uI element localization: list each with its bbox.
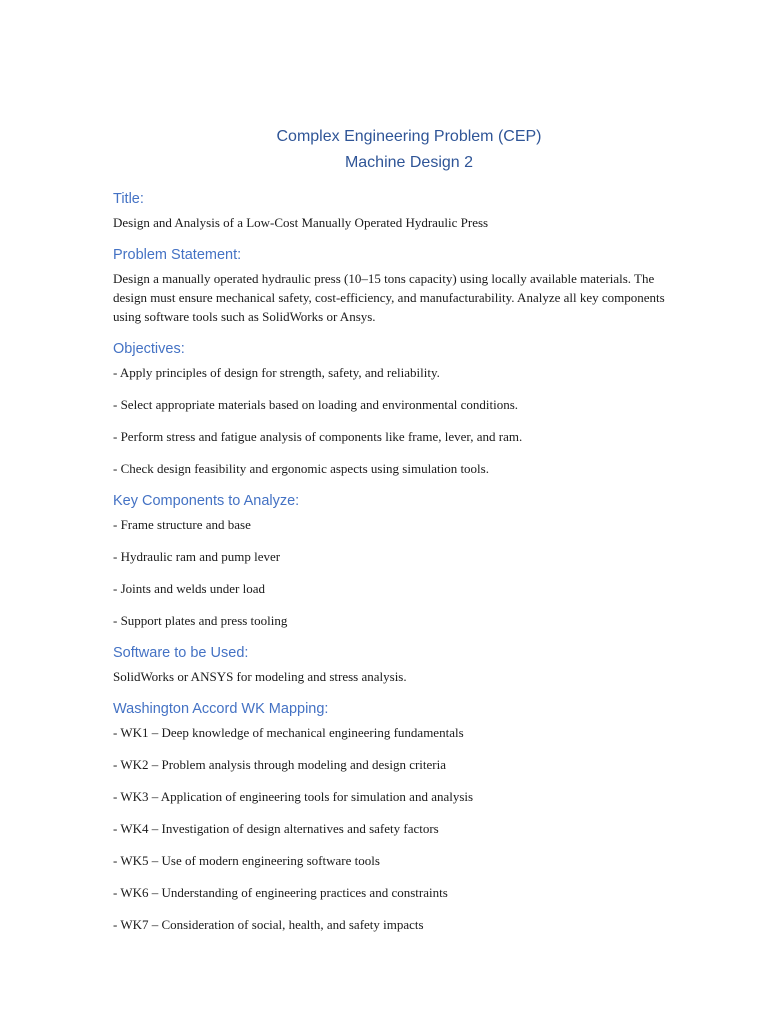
list-item: - WK5 – Use of modern engineering software tools bbox=[113, 853, 380, 868]
objectives-section bbox=[113, 340, 673, 478]
list-item: - WK7 – Consideration of social, health, and safety impacts bbox=[113, 917, 424, 932]
key-components-heading: Key Components to Analyze: bbox=[113, 493, 300, 509]
software-text: SolidWorks or ANSYS for modeling and stress analysis. bbox=[113, 669, 407, 684]
list-item: - WK4 – Investigation of design alternatives and safety factors bbox=[113, 821, 439, 836]
list-item: - WK1 – Deep knowledge of mechanical engineering fundamentals bbox=[113, 725, 464, 740]
problem-statement-heading: Problem Statement: bbox=[113, 247, 242, 263]
software-heading: Software to be Used: bbox=[113, 645, 249, 661]
wk-mapping-section bbox=[113, 700, 673, 934]
list-item: - Select appropriate materials based on loading and environmental conditions. bbox=[113, 397, 519, 412]
title-section bbox=[113, 190, 673, 232]
problem-statement-section bbox=[113, 246, 673, 326]
wk-mapping-heading: Washington Accord WK Mapping: bbox=[113, 701, 329, 717]
problem-statement-text: Design a manually operated hydraulic press (10–15 tons capacity) using locally available materials. The design must ensure mechanical safety, cost-efficiency, and manufacturability. Analyze all key components using software tools such as SolidWorks or Ansys. bbox=[113, 271, 665, 324]
list-item: - Hydraulic ram and pump lever bbox=[113, 549, 281, 564]
title-heading: Title: bbox=[113, 191, 144, 207]
list-item: - Support plates and press tooling bbox=[113, 613, 288, 628]
list-item: - Apply principles of design for strength, safety, and reliability. bbox=[113, 365, 440, 380]
list-item: - WK2 – Problem analysis through modeling and design criteria bbox=[113, 757, 446, 772]
document-title bbox=[113, 124, 673, 176]
list-item: - WK6 – Understanding of engineering practices and constraints bbox=[113, 885, 448, 900]
list-item: - Check design feasibility and ergonomic aspects using simulation tools. bbox=[113, 461, 489, 476]
list-item: - Perform stress and fatigue analysis of components like frame, lever, and ram. bbox=[113, 429, 523, 444]
title-text: Design and Analysis of a Low-Cost Manually Operated Hydraulic Press bbox=[113, 215, 489, 230]
objectives-list bbox=[113, 363, 673, 478]
list-item: - Joints and welds under load bbox=[113, 581, 266, 596]
list-item: - Frame structure and base bbox=[113, 517, 251, 532]
software-section bbox=[113, 644, 673, 686]
document-body bbox=[113, 124, 673, 948]
list-item: - WK3 – Application of engineering tools for simulation and analysis bbox=[113, 789, 474, 804]
key-components-section bbox=[113, 492, 673, 630]
title-line-1: Complex Engineering Problem (CEP) bbox=[276, 128, 542, 145]
wk-mapping-list bbox=[113, 723, 673, 934]
title-line-2: Machine Design 2 bbox=[344, 154, 474, 171]
objectives-heading: Objectives: bbox=[113, 341, 185, 357]
key-components-list bbox=[113, 515, 673, 630]
